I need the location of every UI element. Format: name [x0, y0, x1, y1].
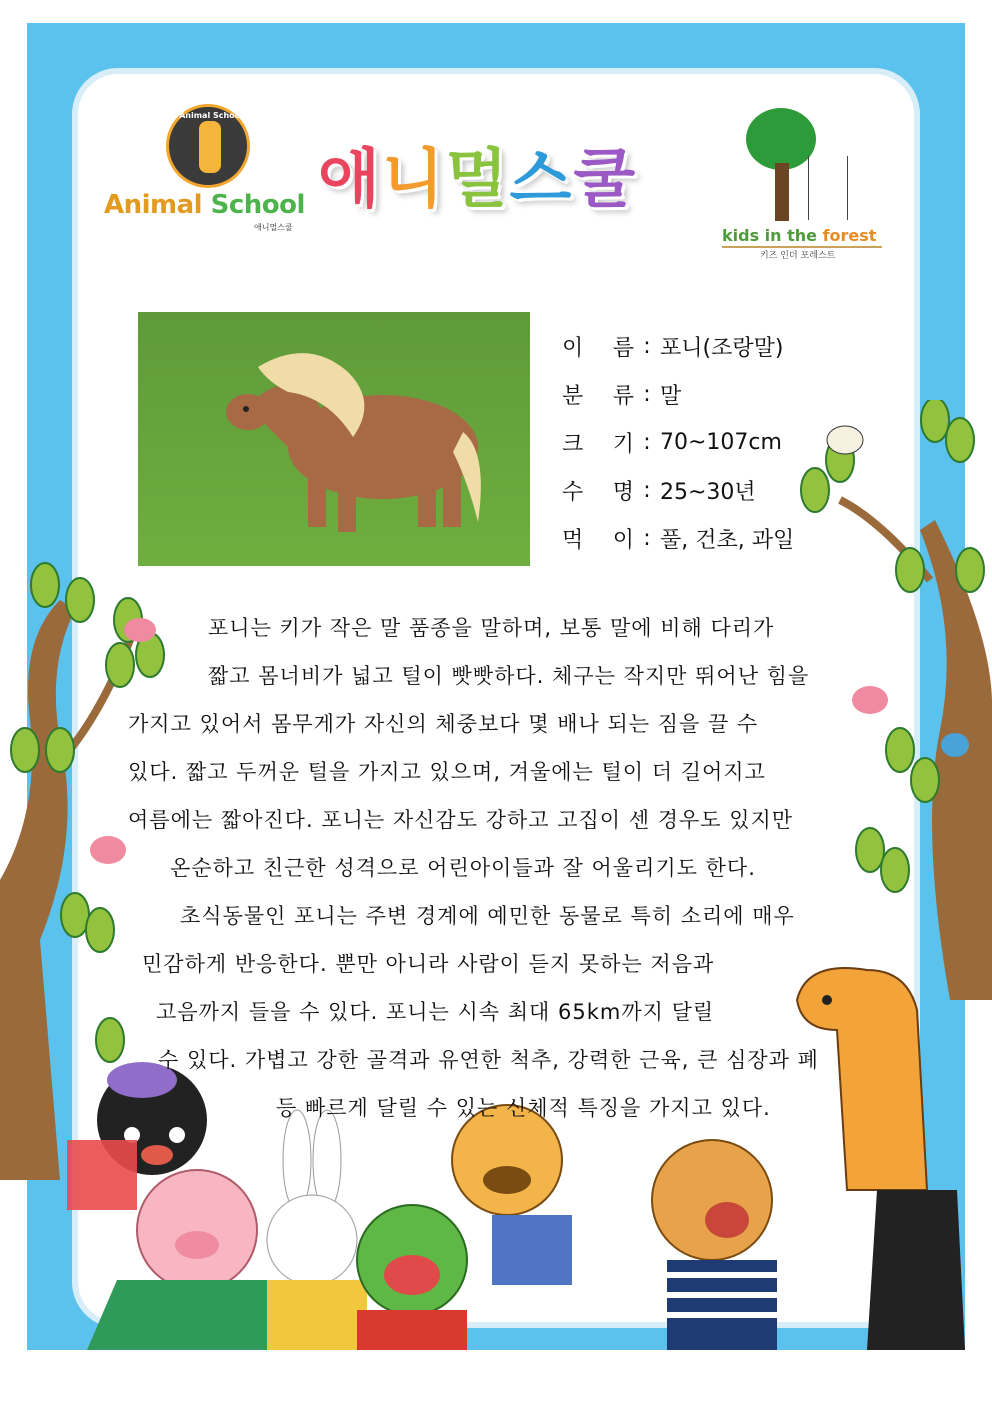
label-char: 이 [562, 335, 584, 361]
description-line: 온순하고 친근한 성격으로 어린아이들과 잘 어울리기도 한다. [170, 856, 756, 880]
kids-word-1: kids in the [722, 226, 823, 245]
description-line: 민감하게 반응한다. 뿐만 아니라 사람이 듣지 못하는 저음과 [142, 952, 715, 976]
profile-value: 70~107cm [660, 429, 782, 455]
label-char: 명 [612, 479, 634, 505]
animal-school-word-1: Animal [104, 190, 203, 220]
label-char: 류 [612, 383, 634, 409]
title-char: 멀 [445, 143, 510, 217]
profile-value: 25~30년 [660, 479, 756, 505]
profile-row-classification [562, 370, 892, 418]
label-char: 수 [562, 479, 584, 505]
kids-word-2: forest [822, 226, 877, 245]
profile-info [562, 322, 892, 562]
profile-row-name [562, 322, 892, 370]
cartoon-animals-illustration [27, 930, 965, 1350]
badge-text: Animal School [179, 111, 243, 120]
tree-trunk [775, 163, 789, 221]
title-char: 니 [381, 143, 446, 217]
pony-photo [138, 312, 530, 566]
colon: : [643, 525, 651, 551]
title-char: 스 [509, 143, 574, 217]
label-char: 크 [562, 431, 584, 457]
kids-in-the-forest-logo [720, 108, 885, 268]
kids-in-the-forest-korean: 키즈 인더 포레스트 [760, 251, 836, 261]
profile-value: 포니(조랑말) [660, 335, 784, 361]
description-line: 포니는 키가 작은 말 품종을 말하며, 보통 말에 비해 다리가 [208, 616, 775, 640]
profile-row-size [562, 418, 892, 466]
description-line: 가지고 있어서 몸무게가 자신의 체중보다 몇 배나 되는 짐을 끌 수 [128, 712, 759, 736]
title-char: 애 [318, 143, 382, 217]
description-line: 있다. 짧고 두꺼운 털을 가지고 있으며, 겨울에는 털이 더 길어지고 [128, 760, 766, 784]
profile-label [562, 475, 634, 506]
profile-value: 풀, 건초, 과일 [660, 527, 795, 553]
page-title [318, 128, 637, 220]
animal-school-logo [104, 104, 304, 234]
giraffe-icon [199, 121, 221, 173]
animal-school-wordmark [104, 190, 304, 220]
description-line: 등 빠르게 달릴 수 있는 신체적 특징을 가지고 있다. [276, 1096, 771, 1120]
description-line: 짧고 몸너비가 넓고 털이 빳빳하다. 체구는 작지만 뛰어난 힘을 [208, 664, 810, 688]
profile-value: 말 [660, 383, 682, 409]
colon: : [643, 429, 651, 455]
kids-in-the-forest-wordmark [722, 226, 882, 248]
label-char: 기 [612, 431, 634, 457]
description-line: 고음까지 들을 수 있다. 포니는 시속 최대 65km까지 달릴 [156, 1000, 715, 1024]
pony-image [138, 312, 530, 566]
label-char: 분 [562, 383, 584, 409]
tree-icon [746, 108, 816, 170]
colon: : [643, 333, 651, 359]
label-char: 먹 [562, 527, 584, 553]
profile-label [562, 331, 634, 362]
label-char: 름 [612, 335, 634, 361]
colon: : [643, 381, 651, 407]
animal-school-korean: 애니멀스쿨 [254, 223, 293, 232]
description-line: 초식동물인 포니는 주변 경계에 예민한 동물로 특히 소리에 매우 [180, 904, 795, 928]
description-line: 수 있다. 가볍고 강한 골격과 유연한 척추, 강력한 근육, 큰 심장과 폐 [158, 1048, 819, 1072]
animal-school-badge [166, 104, 250, 188]
profile-row-lifespan [562, 466, 892, 514]
animal-school-word-2: School [210, 190, 305, 220]
colon: : [643, 477, 651, 503]
description-line: 여름에는 짧아진다. 포니는 자신감도 강하고 고집이 센 경우도 있지만 [128, 808, 794, 832]
title-char: 쿨 [573, 143, 638, 217]
label-char: 이 [612, 527, 634, 553]
swing-icon [808, 156, 848, 220]
profile-label [562, 379, 634, 410]
profile-row-food [562, 514, 892, 562]
profile-label [562, 427, 634, 458]
profile-label [562, 523, 634, 554]
